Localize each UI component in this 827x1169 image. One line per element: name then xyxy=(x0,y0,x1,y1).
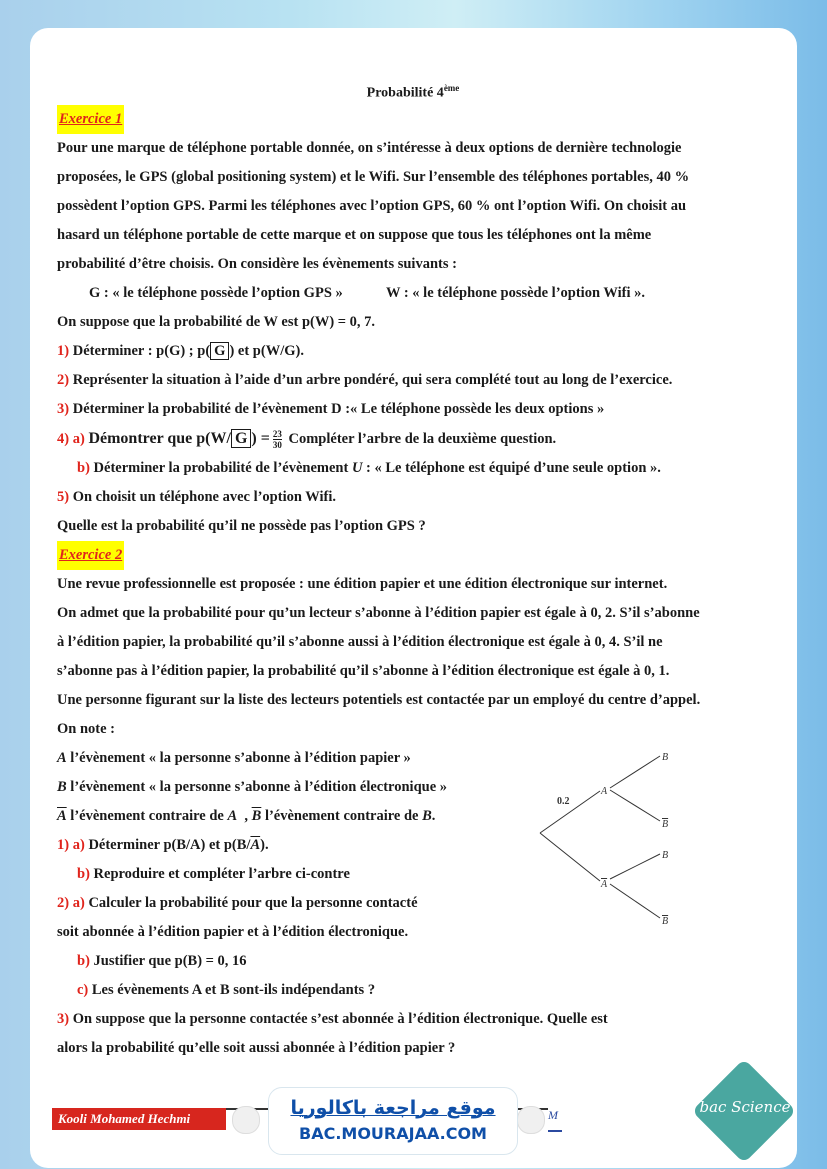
tree-branch xyxy=(610,854,660,879)
ex1-text-line: probabilité d’être choisis. On considère les évènements suivants : xyxy=(57,256,457,272)
ex2-note: On note : xyxy=(57,721,115,737)
tree-branch xyxy=(610,790,660,821)
tree-node-a: A xyxy=(601,786,608,797)
footer-author: Kooli Mohamed Hechmi xyxy=(52,1108,226,1130)
promo-url: BAC.MOURAJAA.COM xyxy=(299,1124,487,1143)
footer-right-mark: M xyxy=(548,1108,562,1132)
ex1-text-line: possèdent l’option GPS. Parmi les téléphones avec l’option GPS, 60 % ont l’option Wifi. On choisit au xyxy=(57,198,687,214)
exercise-1-heading: Exercice 1 xyxy=(57,105,769,134)
ex2-text-line: On admet que la probabilité pour qu’un lecteur s’abonne à l’édition papier est égale à 0, 2. S’il s’abonne xyxy=(57,605,700,621)
tree-leaf-b: B xyxy=(662,850,669,861)
tree-branch xyxy=(610,756,660,788)
ex2-text-line: Une personne figurant sur la liste des lecteurs potentiels est contactée par un employé du centre d’appel. xyxy=(57,692,701,708)
ex1-q3: 3) Déterminer la probabilité de l’évènement D :« Le téléphone possède les deux options » xyxy=(57,401,605,417)
ex2-text-line: s’abonne pas à l’édition papier, la probabilité qu’il s’abonne à l’édition électronique est égale à 0, 1. xyxy=(57,663,670,679)
site-badge-icon xyxy=(517,1106,545,1134)
ex1-q5b: Quelle est la probabilité qu’il ne possède pas l’option GPS ? xyxy=(57,518,426,534)
document-page xyxy=(30,28,797,1168)
fraction: $\frac{23}{30}$ xyxy=(272,429,282,451)
ex2-q2c: c) Les évènements A et B sont-ils indépendants ? xyxy=(77,982,376,998)
tree-leaf-bbar: B xyxy=(662,916,669,927)
ex2-q1b: b) Reproduire et compléter l’arbre ci-contre xyxy=(77,866,350,882)
ex1-text-line: proposées, le GPS (global positioning system) et le Wifi. Sur l’ensemble des téléphones portables, 40 % xyxy=(57,169,690,185)
ex2-text-line: Une revue professionnelle est proposée : une édition papier et une édition électronique sur internet. xyxy=(57,576,668,592)
tree-branch-label: 0.2 xyxy=(557,796,570,807)
ex2-q1a: 1) a) Déterminer p(B/A) et $p(B/\overline{A})$. xyxy=(57,837,269,853)
ex1-pw: On suppose que la probabilité de W est p(W) = 0, 7. xyxy=(57,314,376,330)
ex1-q4a: 4) a) Démontrer que p(W/ $\overline{G}$ ) = $\frac{23}{30}$ Compléter l’arbre de la deuxième question. xyxy=(57,429,557,451)
ex1-text-line: Pour une marque de téléphone portable donnée, on s’intéresse à deux options de dernière technologie xyxy=(57,140,682,156)
tree-branch xyxy=(540,833,600,881)
tree-leaf-b: B xyxy=(662,752,669,763)
ex2-q2a: 2) a) Calculer la probabilité pour que la personne contacté xyxy=(57,895,418,911)
ex1-q4b: b) Déterminer la probabilité de l’évènement U : « Le téléphone est équipé d’une seule option ». xyxy=(77,460,661,476)
tree-branch xyxy=(540,791,600,833)
tree-leaf-bbar: B xyxy=(662,819,669,830)
ex2-q2a-cont: soit abonnée à l’édition papier et à l’édition électronique. xyxy=(57,924,409,940)
tree-branch xyxy=(610,884,660,918)
ex2-def-a: A l’évènement « la personne s’abonne à l’édition papier » xyxy=(57,750,411,766)
ex1-q2: 2) Représenter la situation à l’aide d’un arbre pondéré, qui sera complété tout au long de l’exercice. xyxy=(57,372,673,388)
ex1-text-line: hasard un téléphone portable de cette marque et on suppose que tous les téléphones ont la même xyxy=(57,227,652,243)
ex1-events: G : « le téléphone possède l’option GPS » W : « le téléphone possède l’option Wifi ». xyxy=(89,285,645,301)
tree-node-abar: A xyxy=(601,879,608,890)
ex2-q2b: b) Justifier que p(B) = 0, 16 xyxy=(77,953,247,969)
ex2-def-b: B l’évènement « la personne s’abonne à l’édition électronique » xyxy=(57,779,448,795)
ex1-q1: 1) Déterminer : p(G) ; p( $\overline{G}$ ) et p(W/G). xyxy=(57,343,304,359)
probability-tree xyxy=(535,746,735,946)
ex2-q3: 3) On suppose que la personne contactée s’est abonnée à l’édition électronique. Quelle est xyxy=(57,1011,608,1027)
page-title: Probabilité 4ème xyxy=(366,83,460,101)
ex1-q5: 5) On choisit un téléphone avec l’option Wifi. xyxy=(57,489,337,505)
ex2-text-line: à l’édition papier, la probabilité qu’il s’abonne aussi à l’édition électronique est égale à 0, 4. S’il ne xyxy=(57,634,663,650)
ex2-def-complements: $\overline{A}$ l’évènement contraire de A , $\overline{B}$ l’évènement contraire de B. xyxy=(57,808,436,824)
ex2-q3b: alors la probabilité qu’elle soit aussi abonnée à l’édition papier ? xyxy=(57,1040,456,1056)
promo-link[interactable] xyxy=(268,1087,518,1155)
bac-science-logo-text: bac Science xyxy=(699,1098,791,1116)
site-badge-icon xyxy=(232,1106,260,1134)
exercise-2-heading: Exercice 2 xyxy=(57,541,769,570)
promo-arabic-title: موقع مراجعة باكالوريا xyxy=(290,1097,496,1119)
